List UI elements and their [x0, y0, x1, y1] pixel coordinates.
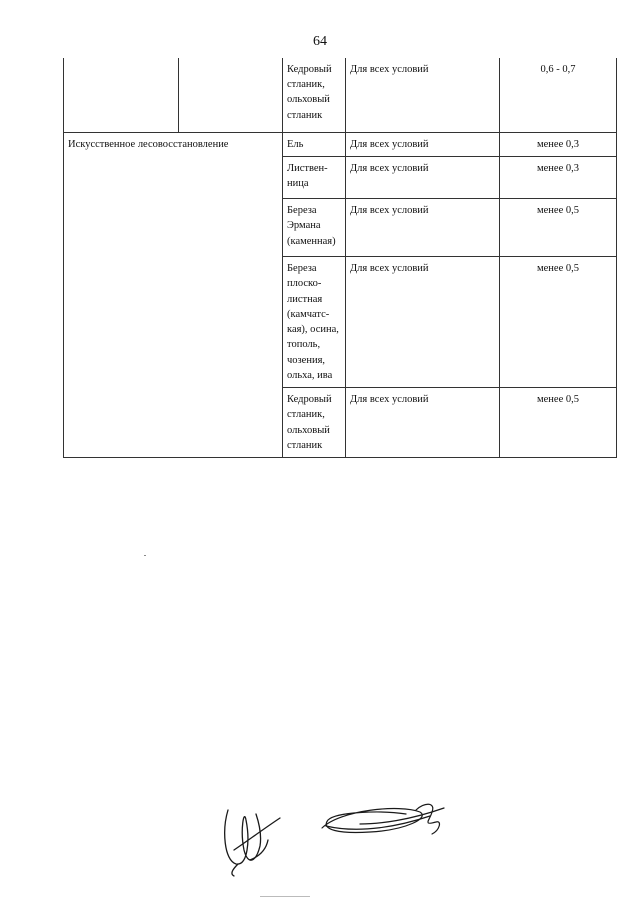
- conditions-cell: Для всех условий: [346, 58, 500, 133]
- group-cell: [64, 58, 179, 133]
- species-cell: Ель: [283, 133, 346, 157]
- scan-speck: [144, 555, 146, 556]
- value-cell: 0,6 - 0,7: [500, 58, 617, 133]
- signatures: [210, 790, 470, 880]
- page-number: 64: [313, 34, 327, 49]
- value-cell: менее 0,5: [500, 388, 617, 458]
- species-cell: Кедровый стланик, ольховый стланик: [283, 388, 346, 458]
- table-row: [64, 58, 617, 133]
- conditions-cell: Для всех условий: [346, 199, 500, 257]
- conditions-cell: Для всех условий: [346, 388, 500, 458]
- species-cell: Береза плоско-листная (камчатс-кая), осина, тополь, чозения, ольха, ива: [283, 257, 346, 388]
- value-cell: менее 0,3: [500, 133, 617, 157]
- species-cell: Листвен-ница: [283, 157, 346, 199]
- value-cell: менее 0,5: [500, 199, 617, 257]
- value-cell: менее 0,5: [500, 257, 617, 388]
- signature-left: [225, 810, 280, 876]
- table-row: [64, 133, 617, 157]
- species-cell: Береза Эрмана (каменная): [283, 199, 346, 257]
- conditions-cell: Для всех условий: [346, 257, 500, 388]
- signature-right: [322, 804, 444, 834]
- species-cell: Кедровый стланик, ольховый стланик: [283, 58, 346, 133]
- scan-edge-mark: [260, 896, 310, 897]
- group-label-cell: Искусственное лесовосстановление: [64, 133, 283, 458]
- subgroup-cell: [179, 58, 283, 133]
- data-table: [63, 58, 617, 458]
- conditions-cell: Для всех условий: [346, 157, 500, 199]
- value-cell: менее 0,3: [500, 157, 617, 199]
- conditions-cell: Для всех условий: [346, 133, 500, 157]
